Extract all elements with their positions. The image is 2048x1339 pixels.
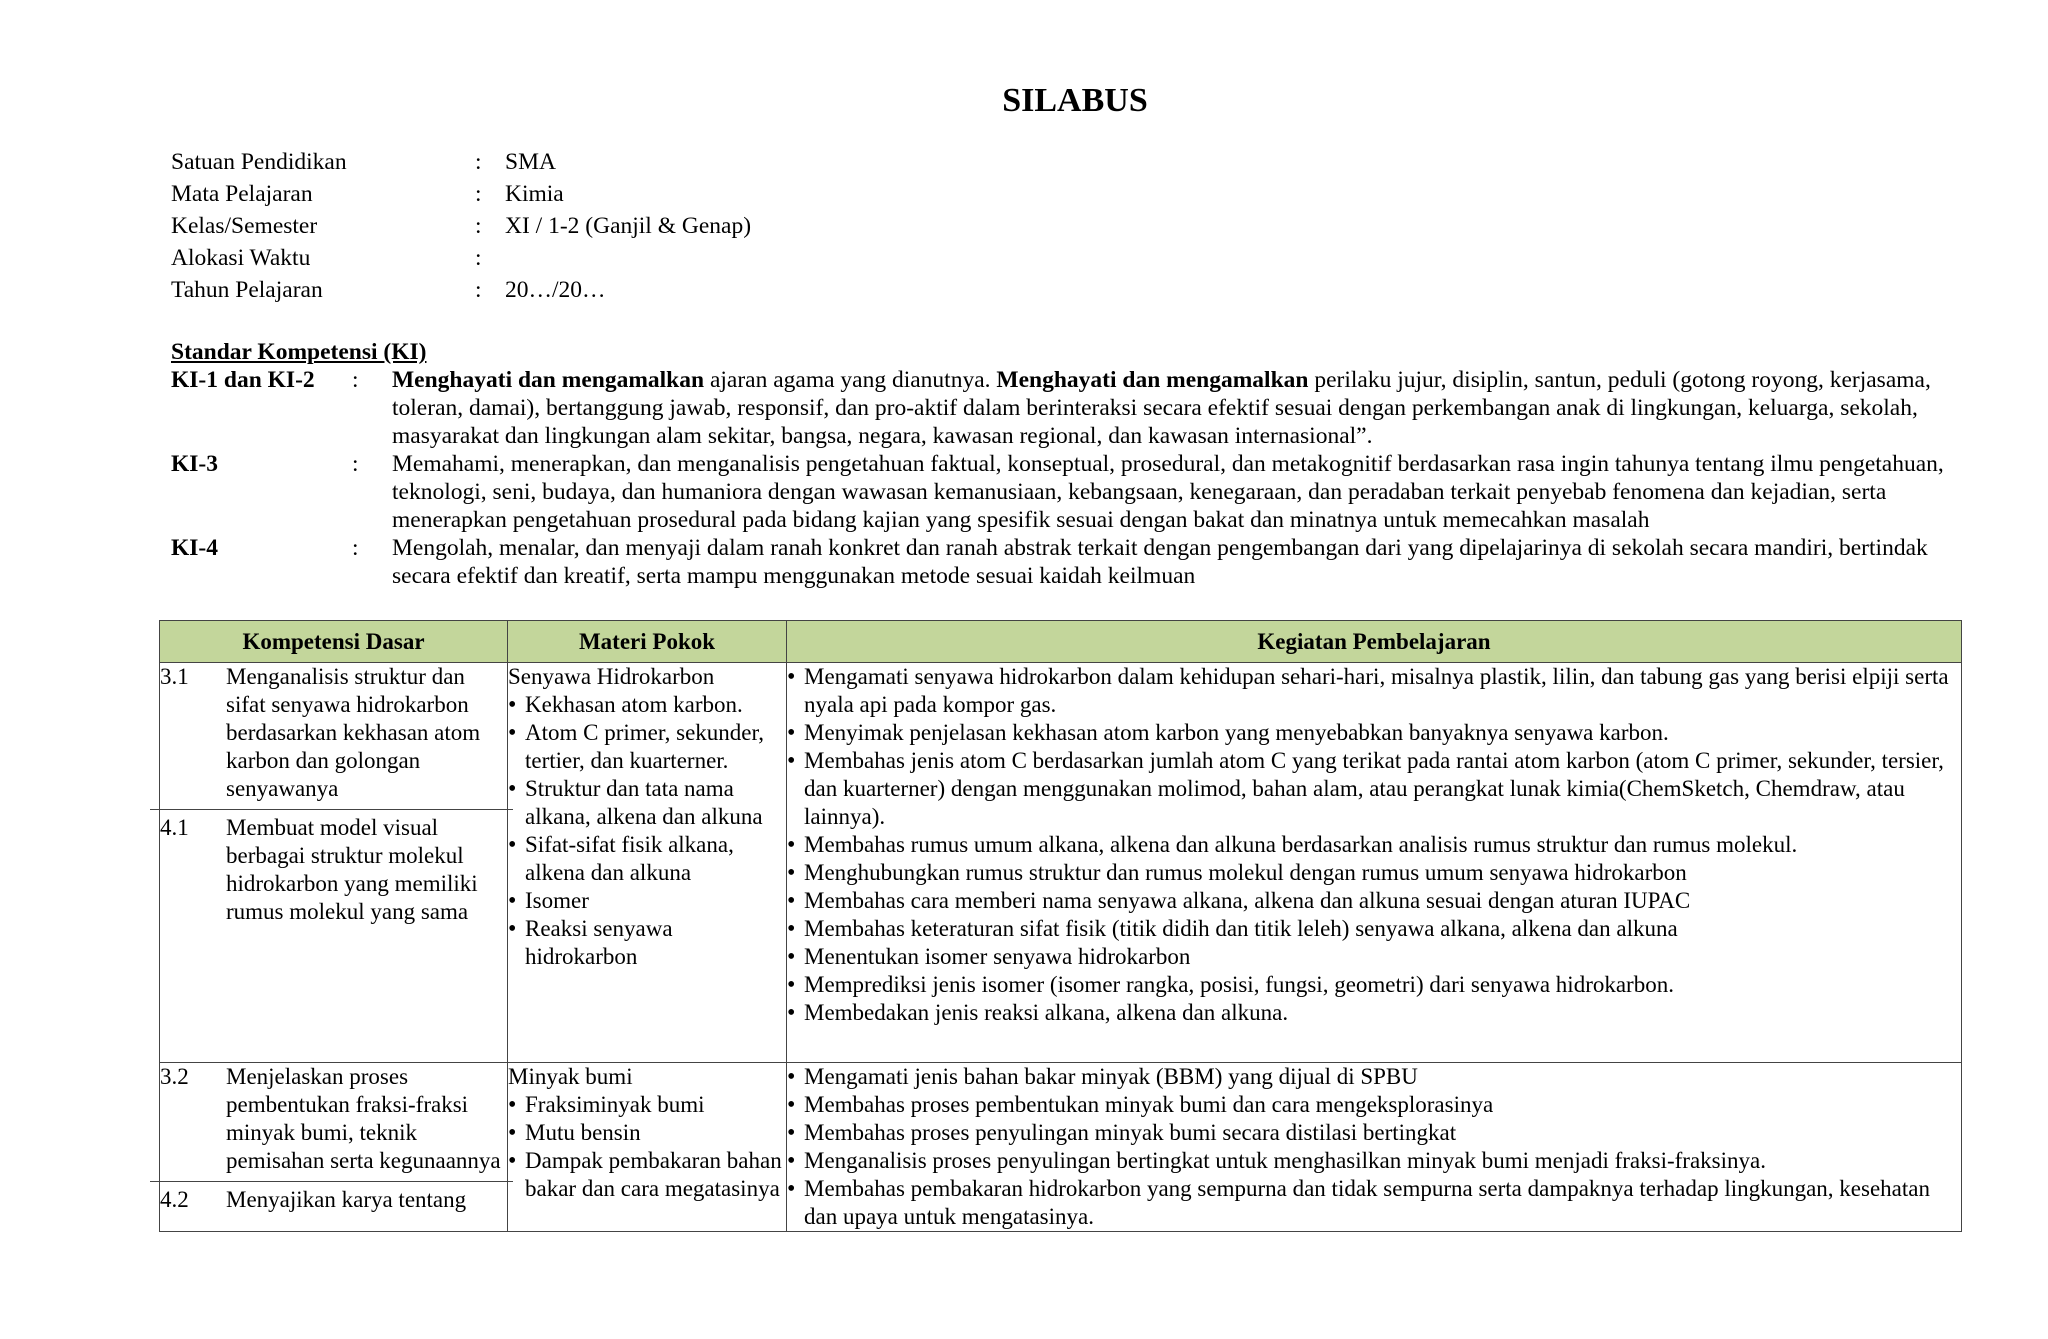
list-item: • Membahas proses penyulingan minyak bumi secara distilasi bertingkat	[787, 1119, 1961, 1147]
kompetensi-dasar-cell	[160, 1063, 508, 1232]
list-item: • Membahas rumus umum alkana, alkena dan alkuna berdasarkan analisis rumus struktur dan rumus molekul.	[787, 831, 1961, 859]
list-item: • Menganalisis proses penyulingan bertingkat untuk menghasilkan minyak bumi menjadi fraksi-fraksinya.	[787, 1147, 1961, 1175]
list-item: • Isomer	[508, 887, 786, 915]
meta-colon: :	[475, 149, 482, 175]
kegiatan-list	[787, 663, 1961, 1027]
list-item: • Membahas proses pembentukan minyak bumi dan cara mengeksplorasinya	[787, 1091, 1961, 1119]
kd-item	[160, 663, 507, 803]
materi-list	[508, 1091, 786, 1203]
identity-block	[171, 146, 751, 306]
meta-value: Kimia	[505, 181, 564, 207]
meta-value: XI / 1-2 (Ganjil & Genap)	[505, 213, 752, 239]
column-header: Kompetensi Dasar	[160, 621, 508, 663]
kegiatan-cell	[787, 663, 1962, 1063]
kd-text: Membuat model visual berbagai struktur molekul hidrokarbon yang memiliki rumus molekul yang sama	[226, 815, 478, 924]
list-item: • Memprediksi jenis isomer (isomer rangka, posisi, fungsi, geometri) dari senyawa hidrokarbon.	[787, 971, 1961, 999]
materi-title: Senyawa Hidrokarbon	[508, 664, 715, 689]
materi-pokok-cell	[508, 663, 787, 1063]
meta-row	[171, 178, 751, 210]
list-item: • Mutu bensin	[508, 1119, 786, 1147]
kd-item	[160, 1063, 507, 1175]
ki-label: KI-3	[171, 451, 218, 477]
meta-colon: :	[475, 245, 482, 271]
meta-row	[171, 274, 751, 306]
kd-number: 3.2	[160, 1064, 189, 1089]
meta-label: Satuan Pendidikan	[171, 149, 347, 175]
kd-text: Menyajikan karya tentang	[226, 1187, 467, 1212]
kd-text: Menganalisis struktur dan sifat senyawa hidrokarbon berdasarkan kekhasan atom karbon dan golongan senyawanya	[226, 664, 481, 801]
ki-label: KI-4	[171, 535, 218, 561]
materi-list	[508, 691, 786, 971]
kd-item	[150, 1181, 513, 1214]
meta-colon: :	[475, 277, 482, 303]
meta-row	[171, 210, 751, 242]
list-item: • Mengamati jenis bahan bakar minyak (BBM) yang dijual di SPBU	[787, 1063, 1961, 1091]
list-item: • Atom C primer, sekunder, tertier, dan kuarterner.	[508, 719, 786, 775]
meta-row	[171, 146, 751, 178]
list-item: • Menghubungkan rumus struktur dan rumus molekul dengan rumus umum senyawa hidrokarbon	[787, 859, 1961, 887]
meta-row	[171, 242, 751, 274]
ki-colon: :	[352, 535, 359, 561]
kd-text: Menjelaskan proses pembentukan fraksi-fraksi minyak bumi, teknik pemisahan serta kegunaannya	[226, 1064, 501, 1173]
list-item: • Dampak pembakaran bahan bakar dan cara megatasinya	[508, 1147, 786, 1203]
list-item: • Menentukan isomer senyawa hidrokarbon	[787, 943, 1961, 971]
syllabus-table	[159, 620, 1962, 1232]
ki-row	[171, 450, 1991, 534]
ki-text	[392, 366, 1991, 450]
column-header: Materi Pokok	[508, 621, 787, 663]
ki-colon: :	[352, 367, 359, 393]
kegiatan-list	[787, 1063, 1961, 1231]
list-item: • Struktur dan tata nama alkana, alkena dan alkuna	[508, 775, 786, 831]
meta-label: Kelas/Semester	[171, 213, 318, 239]
ki-bold-phrase: Menghayati dan mengamalkan	[392, 367, 705, 393]
ki-text-part: ajaran agama yang dianutnya.	[704, 367, 997, 393]
meta-value: SMA	[505, 149, 556, 175]
ki-row	[171, 366, 1991, 450]
kd-item	[150, 809, 513, 926]
materi-pokok-cell	[508, 1063, 787, 1232]
kd-number: 4.1	[160, 815, 189, 840]
materi-title: Minyak bumi	[508, 1064, 633, 1089]
list-item: • Membedakan jenis reaksi alkana, alkena dan alkuna.	[787, 999, 1961, 1027]
table-row	[160, 663, 1962, 1063]
ki-bold-phrase: Menghayati dan mengamalkan	[996, 367, 1309, 393]
ki-heading: Standar Kompetensi (KI)	[171, 339, 427, 365]
ki-row	[171, 534, 1991, 590]
ki-colon: :	[352, 451, 359, 477]
meta-label: Tahun Pelajaran	[171, 277, 323, 303]
list-item: • Reaksi senyawa hidrokarbon	[508, 915, 786, 971]
page-title: SILABUS	[1002, 82, 1148, 119]
table-header-row	[160, 621, 1962, 663]
list-item: • Fraksiminyak bumi	[508, 1091, 786, 1119]
list-item: • Membahas keteraturan sifat fisik (titik didih dan titik leleh) senyawa alkana, alkena dan alkuna	[787, 915, 1961, 943]
ki-text-part: perilaku jujur, disiplin, santun, peduli (gotong royong, kerjasama, toleran, damai), bertanggung jawab, responsif, dan pro-aktif dalam berinteraksi secara efektif sesuai dengan perkembangan anak di lingkungan, keluarga, sekolah, masyarakat dan lingkungan alam sekitar, bangsa, negara, kawasan regional, dan kawasan internasional”.	[392, 367, 1931, 449]
meta-label: Mata Pelajaran	[171, 181, 313, 207]
ki-section	[171, 338, 1991, 590]
list-item: • Menyimak penjelasan kekhasan atom karbon yang menyebabkan banyaknya senyawa karbon.	[787, 719, 1961, 747]
meta-colon: :	[475, 213, 482, 239]
column-header: Kegiatan Pembelajaran	[787, 621, 1962, 663]
meta-colon: :	[475, 181, 482, 207]
meta-label: Alokasi Waktu	[171, 245, 311, 271]
kompetensi-dasar-cell	[160, 663, 508, 1063]
list-item: • Membahas jenis atom C berdasarkan jumlah atom C yang terikat pada rantai atom karbon (atom C primer, sekunder, tersier, dan kuarterner) dengan menggunakan molimod, bahan alam, atau perangkat lunak kimia(ChemSketch, Chemdraw, atau lainnya).	[787, 747, 1961, 831]
list-item: • Membahas cara memberi nama senyawa alkana, alkena dan alkuna sesuai dengan aturan IUPAC	[787, 887, 1961, 915]
kd-number: 3.1	[160, 664, 189, 689]
list-item: • Kekhasan atom karbon.	[508, 691, 786, 719]
kegiatan-cell	[787, 1063, 1962, 1232]
kd-number: 4.2	[160, 1187, 189, 1212]
ki-text: Mengolah, menalar, dan menyaji dalam ranah konkret dan ranah abstrak terkait dengan pengembangan dari yang dipelajarinya di sekolah secara mandiri, bertindak secara efektif dan kreatif, serta mampu menggunakan metode sesuai kaidah keilmuan	[392, 535, 1928, 589]
list-item: • Mengamati senyawa hidrokarbon dalam kehidupan sehari-hari, misalnya plastik, lilin, dan tabung gas yang berisi elpiji serta nyala api pada kompor gas.	[787, 663, 1961, 719]
meta-value: 20…/20…	[505, 277, 606, 303]
table-row	[160, 1063, 1962, 1232]
list-item: • Sifat-sifat fisik alkana, alkena dan alkuna	[508, 831, 786, 887]
ki-label: KI-1 dan KI-2	[171, 367, 315, 393]
list-item: • Membahas pembakaran hidrokarbon yang sempurna dan tidak sempurna serta dampaknya terhadap lingkungan, kesehatan dan upaya untuk mengatasinya.	[787, 1175, 1961, 1231]
ki-text: Memahami, menerapkan, dan menganalisis pengetahuan faktual, konseptual, prosedural, dan metakognitif berdasarkan rasa ingin tahunya tentang ilmu pengetahuan, teknologi, seni, budaya, dan humaniora dengan wawasan kemanusiaan, kebangsaan, kenegaraan, dan peradaban terkait penyebab fenomena dan kejadian, serta menerapkan pengetahuan prosedural pada bidang kajian yang spesifik sesuai dengan bakat dan minatnya untuk memecahkan masalah	[392, 451, 1944, 533]
